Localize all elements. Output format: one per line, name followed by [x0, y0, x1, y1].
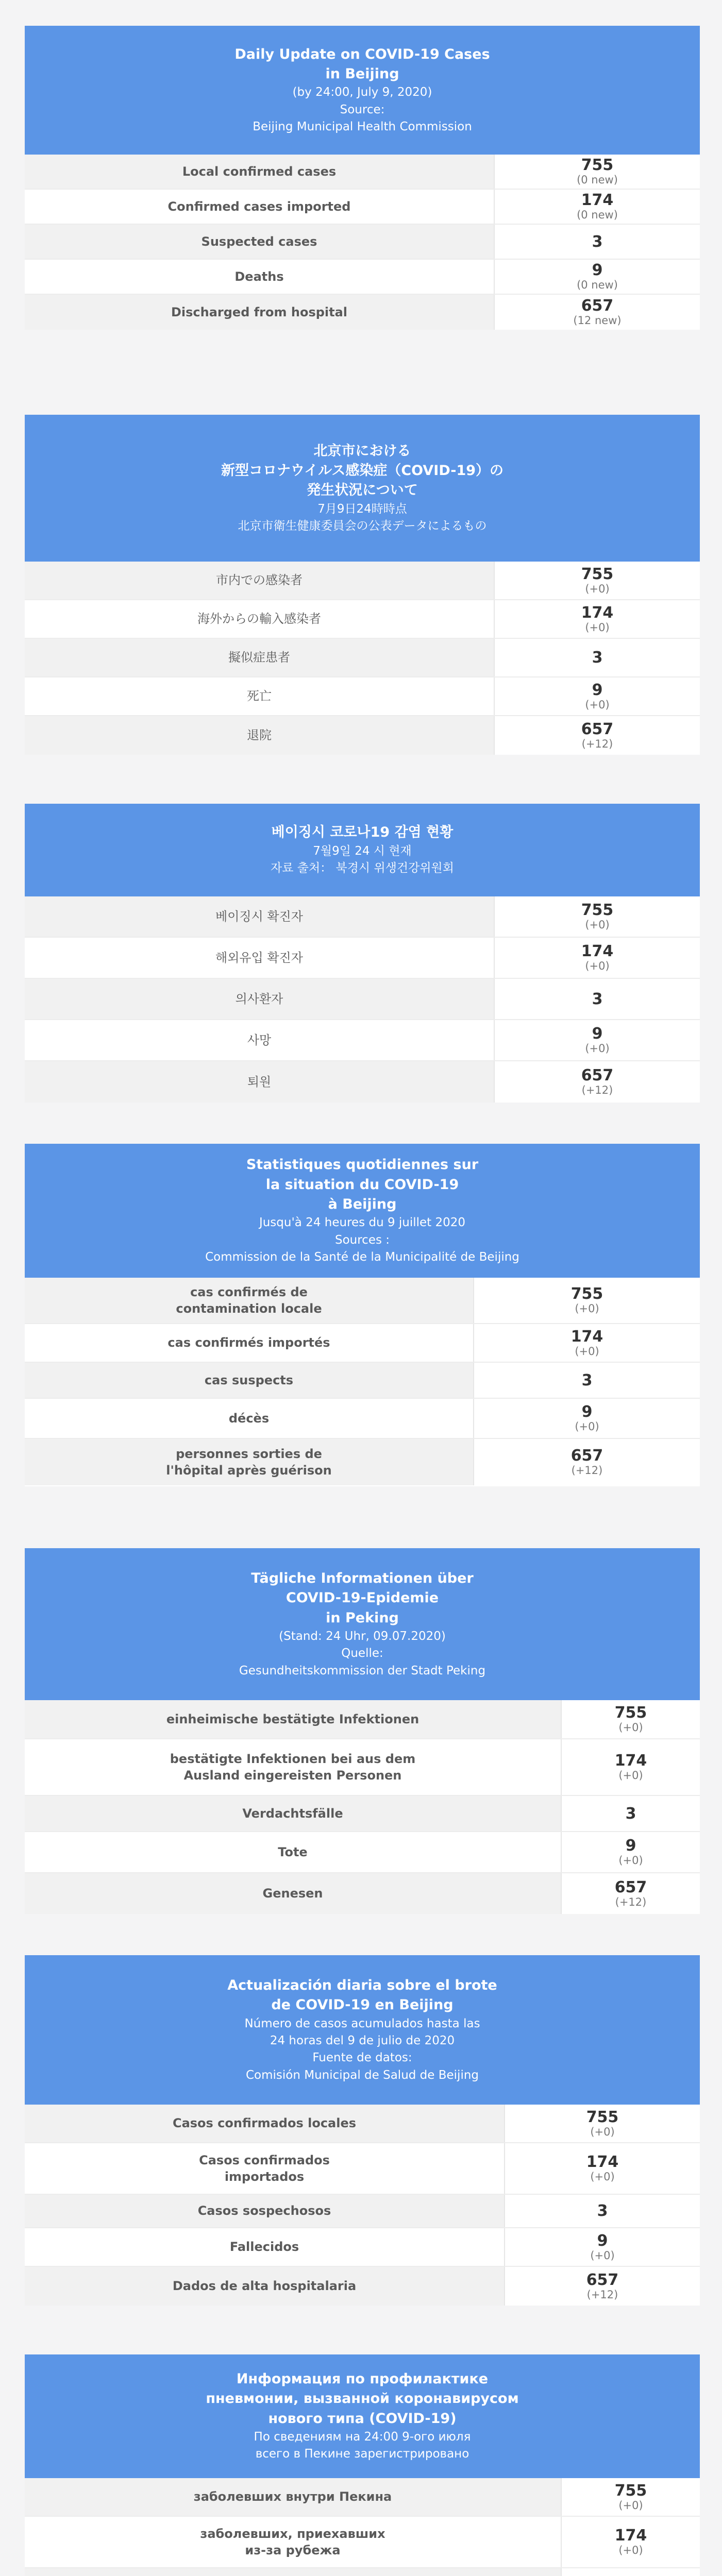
row-label [25, 2228, 504, 2266]
row-value [473, 1363, 700, 1398]
value-number: 3 [592, 232, 603, 251]
value-delta: (+0) [618, 2499, 643, 2512]
row-label-line: Tote [278, 1844, 308, 1859]
row-label-line: из-за рубежа [245, 2543, 341, 2557]
value-delta: (+0) [585, 919, 610, 931]
card-header [25, 804, 700, 896]
subtitle: 자료 출처： 북경시 위생건강위원회 [271, 861, 454, 875]
card-header [25, 26, 700, 155]
row-label [25, 2478, 561, 2516]
value-number: 3 [592, 990, 603, 1008]
table-row [25, 1278, 700, 1324]
card-english [25, 26, 700, 330]
table-row [25, 938, 700, 979]
title: Tägliche Informationen über [251, 1570, 474, 1586]
row-label [25, 2143, 504, 2194]
card-japanese [25, 415, 700, 755]
table-row [25, 639, 700, 677]
value-delta: (+12) [581, 1084, 613, 1097]
value-delta: (0 new) [577, 174, 618, 187]
title: Actualización diaria sobre el brote [227, 1977, 497, 1993]
row-label [25, 1278, 473, 1323]
value-number: 174 [586, 2153, 619, 2172]
row-label [25, 2568, 561, 2576]
row-value [561, 1832, 700, 1872]
table-row [25, 295, 700, 330]
row-value [494, 600, 700, 638]
row-value [561, 2517, 700, 2567]
value-number: 3 [625, 1804, 636, 1823]
row-value [561, 2478, 700, 2516]
table-row [25, 979, 700, 1020]
row-label [25, 1739, 561, 1795]
row-label: Confirmed cases imported [25, 190, 494, 224]
value-delta: (+12) [581, 737, 613, 750]
value-number: 174 [614, 1752, 647, 1770]
value-delta: (+0) [590, 2249, 615, 2262]
value-delta: (+0) [575, 1345, 599, 1358]
row-value [473, 1439, 700, 1485]
value-number: 174 [570, 1327, 603, 1346]
value-delta: (+0) [618, 2544, 643, 2557]
card-korean [25, 804, 700, 1103]
table-row [25, 1700, 700, 1739]
row-value [473, 1399, 700, 1438]
title: 北京市における [313, 443, 411, 459]
row-value [504, 2195, 700, 2227]
table-row [25, 2143, 700, 2195]
row-label-line: заболевших, приехавших [200, 2526, 385, 2541]
row-value [504, 2143, 700, 2194]
table-row [25, 1324, 700, 1363]
card-header [25, 2354, 700, 2478]
row-value [494, 639, 700, 676]
subtitle: 7月9日24時時点 [317, 502, 407, 516]
table-row [25, 2228, 700, 2267]
row-label [25, 1700, 561, 1738]
table-row [25, 2195, 700, 2228]
row-value [494, 677, 700, 715]
row-label-line: заболевших внутри Пекина [193, 2489, 392, 2504]
card-german [25, 1548, 700, 1914]
value-number: 657 [586, 2270, 619, 2289]
table-row [25, 2517, 700, 2568]
value-number: 755 [586, 2108, 619, 2126]
card-header [25, 1144, 700, 1278]
subtitle: 7월9일 24 시 현재 [313, 844, 412, 858]
row-label-line: Dados de alta hospitalaria [172, 2279, 357, 2294]
row-label-line: Casos confirmados [199, 2153, 330, 2167]
subtitle: Sources : [334, 1233, 390, 1247]
table-row [25, 1363, 700, 1399]
row-value [561, 1873, 700, 1914]
row-label-line: Verdachtsfälle [242, 1806, 343, 1821]
card-header [25, 1955, 700, 2105]
card-spanish [25, 1955, 700, 2306]
table-row [25, 1796, 700, 1832]
value-delta: (+0) [585, 960, 610, 973]
row-label [25, 1873, 561, 1914]
value-delta: (+0) [575, 1302, 599, 1315]
value-number: 3 [592, 649, 603, 667]
row-label-line: cas suspects [204, 1372, 294, 1387]
subtitle: всего в Пекине зарегистрировано [255, 2447, 469, 2461]
value-number: 657 [581, 720, 614, 738]
value-number: 174 [581, 942, 614, 961]
row-label-line: Ausland eingereisten Personen [183, 1768, 402, 1783]
title: нового типа (COVID-19) [268, 2410, 457, 2427]
title: à Beijing [328, 1196, 397, 1213]
value-number: 9 [597, 2231, 608, 2250]
value-delta: (+12) [571, 1464, 603, 1477]
row-value [561, 2568, 700, 2576]
table-row [25, 1873, 700, 1914]
row-label-line: cas confirmés de [190, 1284, 308, 1299]
row-label: Deaths [25, 260, 494, 294]
value-delta: (+0) [585, 621, 610, 634]
row-label: 의사환자 [25, 979, 494, 1019]
row-value [504, 2228, 700, 2266]
table-row [25, 677, 700, 716]
value-number: 755 [614, 1704, 647, 1722]
row-label [25, 1796, 561, 1831]
row-label-line: Fallecidos [229, 2240, 299, 2255]
row-label-line: contamination locale [176, 1301, 322, 1316]
row-label: Discharged from hospital [25, 295, 494, 330]
row-value [494, 225, 700, 259]
value-delta: (+12) [615, 1895, 647, 1908]
row-value [494, 562, 700, 599]
table-row [25, 2105, 700, 2143]
row-label [25, 2195, 504, 2227]
value-delta: (+0) [585, 698, 610, 711]
row-label [25, 1832, 561, 1872]
row-label-line: Casos confirmados locales [172, 2116, 357, 2131]
row-label [25, 2105, 504, 2142]
value-number: 755 [581, 901, 614, 920]
table-row [25, 225, 700, 260]
value-delta: (+0) [618, 1854, 643, 1867]
row-label-line: Casos sospechosos [197, 2204, 331, 2218]
value-delta: (+0) [575, 1420, 599, 1433]
row-label [25, 1399, 473, 1438]
row-value [494, 979, 700, 1019]
row-label: 死亡 [25, 677, 494, 715]
row-label-line: importados [224, 2170, 305, 2184]
value-number: 755 [581, 565, 614, 583]
row-label-line: bestätigte Infektionen bei aus dem [170, 1751, 416, 1766]
title: de COVID-19 en Beijing [271, 1997, 454, 2013]
row-value [504, 2105, 700, 2142]
table-row [25, 2267, 700, 2306]
value-number: 9 [592, 1025, 603, 1043]
title: Daily Update on COVID-19 Cases [234, 46, 490, 62]
row-label: 퇴원 [25, 1061, 494, 1103]
value-delta: (+0) [618, 1769, 643, 1782]
row-label: 海外からの輸入感染者 [25, 600, 494, 638]
row-label: 退院 [25, 716, 494, 755]
card-french [25, 1144, 700, 1486]
row-value [494, 260, 700, 294]
row-value [561, 1796, 700, 1831]
table-row [25, 1832, 700, 1873]
card-header [25, 415, 700, 562]
subtitle: (by 24:00, July 9, 2020) [292, 86, 432, 99]
value-delta: (0 new) [577, 279, 618, 292]
value-delta: (+0) [585, 1042, 610, 1055]
title: in Beijing [325, 65, 399, 82]
row-label: 해외유입 확진자 [25, 938, 494, 978]
value-number: 755 [570, 1285, 603, 1303]
row-value [473, 1324, 700, 1362]
row-label [25, 2517, 561, 2567]
row-value [473, 1278, 700, 1323]
value-number: 657 [614, 1878, 647, 1896]
row-label: Local confirmed cases [25, 155, 494, 189]
row-label: 擬似症患者 [25, 639, 494, 676]
table-row [25, 600, 700, 639]
subtitle: Gesundheitskommission der Stadt Peking [239, 1664, 486, 1677]
row-label [25, 2267, 504, 2306]
row-label-line: personnes sorties de [176, 1446, 322, 1461]
row-label-line: l'hôpital après guérison [166, 1463, 332, 1478]
row-value [504, 2267, 700, 2306]
value-delta: (0 new) [577, 209, 618, 222]
table-row [25, 716, 700, 755]
row-label-line: einheimische bestätigte Infektionen [166, 1711, 419, 1726]
row-label [25, 1439, 473, 1485]
value-number: 9 [592, 261, 603, 280]
row-label: 베이징시 확진자 [25, 896, 494, 937]
subtitle: Beijing Municipal Health Commission [253, 120, 472, 133]
value-number: 3 [581, 1371, 593, 1389]
row-value [494, 295, 700, 330]
row-value [561, 1739, 700, 1795]
value-delta: (+12) [586, 2288, 618, 2301]
row-label-line: décès [228, 1411, 270, 1426]
title: 베이징시 코로나19 감염 현황 [271, 824, 454, 841]
subtitle: 北京市衛生健康委員会の公表データによるもの [238, 519, 487, 533]
row-label: Suspected cases [25, 225, 494, 259]
title: la situation du COVID-19 [265, 1176, 459, 1193]
value-number: 174 [581, 191, 614, 210]
value-number: 9 [625, 1837, 636, 1855]
subtitle: 24 horas del 9 de julio de 2020 [270, 2033, 455, 2047]
row-value [494, 190, 700, 224]
subtitle: Fuente de datos: [312, 2051, 412, 2065]
row-value [494, 896, 700, 937]
value-number: 174 [581, 603, 614, 622]
value-number: 9 [581, 1403, 593, 1421]
table-row [25, 260, 700, 295]
subtitle: Comisión Municipal de Salud de Beijing [245, 2068, 479, 2082]
title: Информация по профилактике [236, 2371, 489, 2387]
table-row [25, 896, 700, 938]
row-label [25, 1324, 473, 1362]
title: Statistiques quotidiennes sur [246, 1157, 479, 1173]
subtitle: По сведениям на 24:00 9-ого июля [254, 2430, 471, 2444]
card-russian [25, 2354, 700, 2576]
subtitle: Source: [340, 103, 385, 116]
title: in Peking [326, 1609, 399, 1626]
table-row [25, 2568, 700, 2576]
title: пневмонии, вызванной коронавирусом [206, 2391, 519, 2407]
subtitle: Commission de la Santé de la Municipalité de Beijing [205, 1250, 519, 1264]
row-label-line: cas confirmés importés [167, 1335, 330, 1350]
value-number: 657 [581, 297, 614, 315]
card-header [25, 1548, 700, 1700]
row-value [494, 1020, 700, 1060]
value-delta: (+0) [618, 1721, 643, 1734]
value-delta: (+0) [590, 2171, 615, 2183]
table-row [25, 562, 700, 600]
table-row [25, 2478, 700, 2517]
value-number: 9 [592, 681, 603, 699]
row-value [494, 1061, 700, 1103]
table-row [25, 1020, 700, 1061]
value-number: 755 [614, 2481, 647, 2500]
value-delta: (+0) [590, 2125, 615, 2138]
row-label: 市内での感染者 [25, 562, 494, 599]
row-value [494, 716, 700, 755]
value-delta: (12 new) [573, 314, 622, 327]
table-row [25, 1739, 700, 1796]
row-label [25, 1363, 473, 1398]
value-number: 174 [614, 2527, 647, 2545]
subtitle: Número de casos acumulados hasta las [244, 2016, 480, 2030]
subtitle: Jusqu'à 24 heures du 9 juillet 2020 [259, 1216, 466, 1230]
row-value [561, 1700, 700, 1738]
value-number: 3 [597, 2202, 608, 2220]
subtitle: Quelle: [341, 1647, 383, 1660]
value-number: 657 [581, 1066, 614, 1085]
row-value [494, 938, 700, 978]
row-value [494, 155, 700, 189]
title: 新型コロナウイルス感染症（COVID-19）の [221, 462, 504, 479]
value-delta: (+0) [585, 582, 610, 595]
table-row [25, 190, 700, 225]
table-row [25, 1061, 700, 1103]
title: COVID-19-Epidemie [286, 1590, 439, 1606]
table-row [25, 155, 700, 190]
table-row [25, 1439, 700, 1485]
row-label-line: Genesen [262, 1886, 323, 1901]
row-label: 사망 [25, 1020, 494, 1060]
title: 発生状況について [307, 482, 418, 499]
value-number: 657 [570, 1447, 603, 1465]
table-row [25, 1399, 700, 1439]
value-number: 755 [581, 156, 614, 175]
subtitle: (Stand: 24 Uhr, 09.07.2020) [279, 1629, 446, 1643]
